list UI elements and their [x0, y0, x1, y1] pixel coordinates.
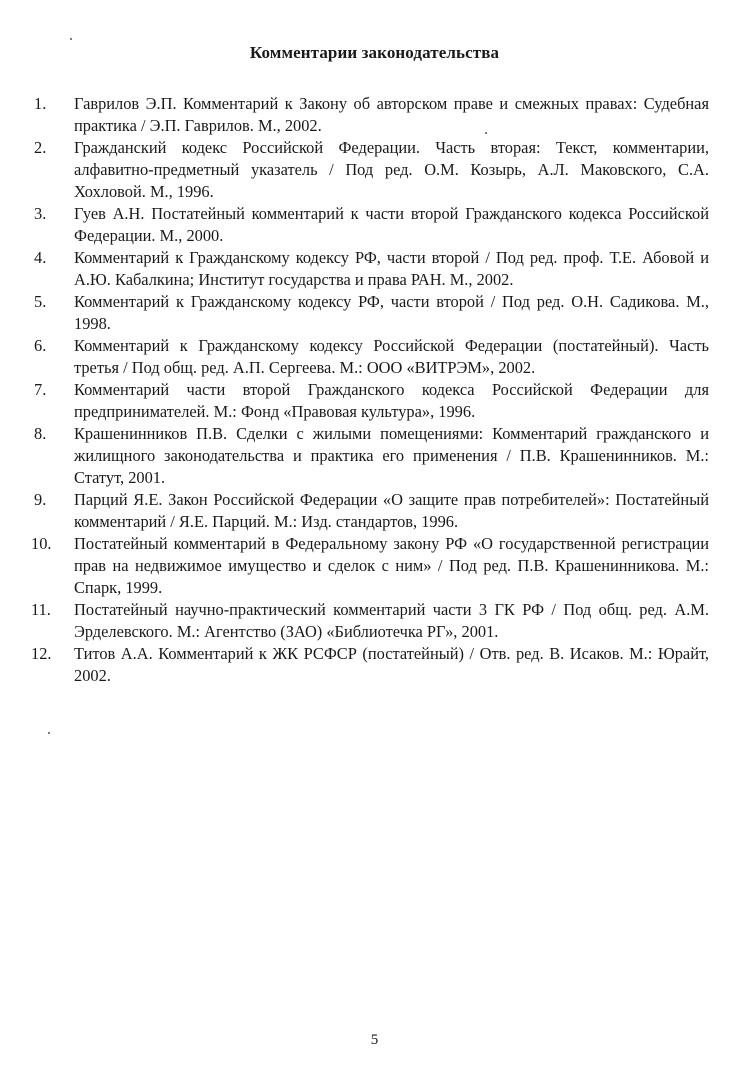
reference-item [34, 291, 709, 335]
reference-number: 11. [31, 600, 51, 619]
reference-item [34, 203, 709, 247]
scan-speck [48, 732, 50, 734]
reference-item [34, 423, 709, 489]
reference-text: Комментарий к Гражданскому кодексу РФ, части второй / Под ред. О.Н. Садикова. М., 1998. [74, 292, 709, 333]
reference-number: 6. [34, 336, 47, 355]
reference-number: 5. [34, 292, 47, 311]
reference-number: 7. [34, 380, 47, 399]
page-number: 5 [370, 1032, 379, 1048]
reference-item [34, 489, 709, 533]
reference-number: 10. [31, 534, 52, 553]
reference-text: Комментарий части второй Гражданского кодекса Российской Федерации для предпринимателей. М.: Фонд «Правовая культура», 1996. [74, 380, 709, 421]
reference-text: Парций Я.Е. Закон Российской Федерации «О защите прав потребителей»: Постатейный комментарий / Я.Е. Парций. М.: Изд. стандартов, 1996. [74, 490, 709, 531]
reference-text: Титов А.А. Комментарий к ЖК РСФСР (постатейный) / Отв. ред. В. Исаков. М.: Юрайт, 2002. [74, 644, 709, 685]
reference-item [34, 379, 709, 423]
reference-number: 2. [34, 138, 47, 157]
scan-speck [70, 38, 72, 40]
reference-number: 1. [34, 94, 47, 113]
reference-item [34, 93, 709, 137]
reference-list [31, 93, 709, 687]
reference-item [31, 533, 709, 599]
reference-item [31, 599, 709, 643]
reference-text: Гражданский кодекс Российской Федерации. Часть вторая: Текст, комментарии, алфавитно-предметный указатель / Под ред. О.М. Козырь, А.Л. Маковского, С.А. Хохловой. М., 1996. [74, 138, 709, 201]
reference-text: Постатейный комментарий в Федеральному закону РФ «О государственной регистрации прав на недвижимое имущество и сделок с ним» / Под ред. П.В. Крашенинникова. М.: Спарк, 1999. [74, 534, 709, 597]
reference-number: 12. [31, 644, 52, 663]
reference-number: 8. [34, 424, 47, 443]
reference-text: Гаврилов Э.П. Комментарий к Закону об авторском праве и смежных правах: Судебная практика / Э.П. Гаврилов. М., 2002. [74, 94, 709, 135]
reference-item [31, 643, 709, 687]
scan-speck [485, 132, 487, 134]
reference-number: 9. [34, 490, 47, 509]
reference-item [34, 335, 709, 379]
reference-text: Комментарий к Гражданскому кодексу РФ, части второй / Под ред. проф. Т.Е. Абовой и А.Ю. Кабалкина; Институт государства и права РАН. М., 2002. [74, 248, 709, 289]
reference-text: Постатейный научно-практический комментарий части 3 ГК РФ / Под общ. ред. А.М. Эрделевского. М.: Агентство (ЗАО) «Библиотечка РГ», 2001. [74, 600, 709, 641]
reference-text: Комментарий к Гражданскому кодексу Российской Федерации (постатейный). Часть третья / Под общ. ред. А.П. Сергеева. М.: ООО «ВИТРЭМ», 2002. [74, 336, 709, 377]
reference-number: 4. [34, 248, 47, 267]
reference-item [34, 137, 709, 203]
reference-number: 3. [34, 204, 47, 223]
reference-text: Гуев А.Н. Постатейный комментарий к части второй Гражданского кодекса Российской Федерации. М., 2000. [74, 204, 709, 245]
page-title: Комментарии законодательства [249, 43, 500, 62]
reference-item [34, 247, 709, 291]
reference-text: Крашенинников П.В. Сделки с жилыми помещениями: Комментарий гражданского и жилищного законодательства и практика его применения / П.В. Крашенинников. М.: Статут, 2001. [74, 424, 709, 487]
